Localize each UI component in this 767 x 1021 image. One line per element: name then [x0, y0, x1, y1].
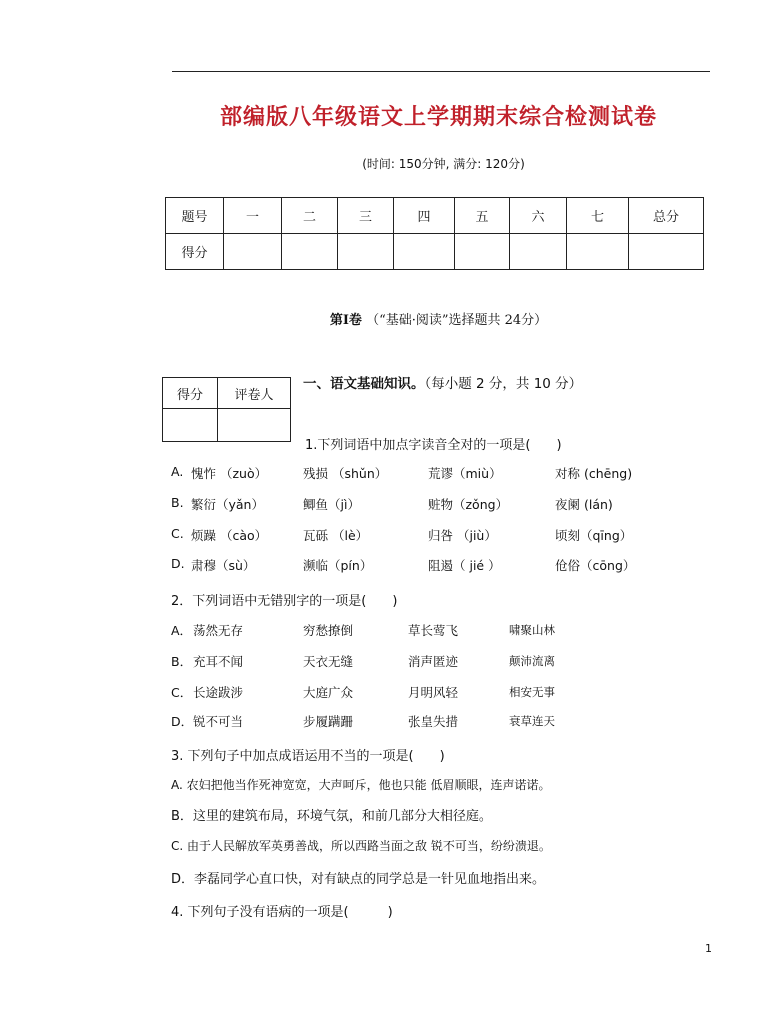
score-table-score-row: [166, 234, 704, 270]
option-word: 烦躁 （cào）: [191, 528, 268, 543]
option-word: 伧俗（cōng）: [555, 558, 636, 573]
exam-info: (时间: 150分钟, 满分: 120分): [362, 157, 525, 171]
part1-heading-label: 一、语文基础知识。: [303, 376, 425, 392]
option-word: 啸聚山林: [509, 623, 555, 637]
score-cell: 四: [394, 198, 455, 234]
section-desc: （“基础·阅读”选择题共 24分）: [366, 313, 548, 328]
option-word: 消声匿迹: [408, 654, 459, 669]
grader-score-label: 得分: [163, 378, 218, 409]
score-input-cell[interactable]: [224, 234, 282, 270]
grader-name-label: 评卷人: [218, 378, 291, 409]
option-word: 濒临（pín）: [303, 558, 373, 573]
option-word: 肃穆（sù）: [191, 558, 256, 573]
question-2-stem: 2．下列词语中无错别字的一项是( ): [171, 594, 398, 609]
page-title: 部编版八年级语文上学期期末综合检测试卷: [219, 105, 657, 130]
option-word: 残损 （shǔn）: [303, 466, 388, 481]
part1-heading-note: （每小题 2 分，共 10 分）: [424, 376, 583, 392]
score-cell: 二: [282, 198, 338, 234]
option-word: 归咎 （jiù）: [428, 528, 497, 543]
grader-table: [162, 377, 291, 442]
score-input-cell[interactable]: [455, 234, 510, 270]
question-3-stem: 3. 下列句子中加点成语运用不当的一项是( ): [171, 749, 445, 764]
score-cell: 七: [567, 198, 629, 234]
option-word: 顷刻（qīng）: [555, 528, 633, 543]
score-cell: 五: [455, 198, 510, 234]
score-cell: 六: [510, 198, 567, 234]
score-input-cell[interactable]: [282, 234, 338, 270]
option-word: 相安无事: [509, 685, 555, 699]
score-table: [165, 197, 704, 270]
option-letter: B．: [171, 654, 193, 669]
option-letter: B.: [171, 495, 184, 510]
option-word: 长途跋涉: [193, 685, 244, 700]
score-input-cell[interactable]: [394, 234, 455, 270]
section-heading: [0, 309, 767, 328]
option-word: 赃物（zǒng）: [428, 497, 509, 512]
option-word: 月明风轻: [408, 685, 459, 700]
score-cell: 总分: [629, 198, 704, 234]
option-word: 天衣无缝: [303, 654, 354, 669]
grader-name-cell[interactable]: [218, 409, 291, 442]
option-word: 颠沛流离: [509, 654, 555, 668]
option-letter: D.: [171, 556, 185, 571]
header-rule: [172, 71, 710, 72]
option-letter: A．: [171, 623, 193, 638]
option-letter: D．: [171, 714, 194, 729]
option-word: 衰草连天: [509, 714, 555, 728]
option-letter: C.: [171, 526, 184, 541]
option-word: 荡然无存: [193, 623, 244, 638]
score-row-label: 得分: [166, 234, 224, 270]
page-number: 1: [705, 942, 712, 955]
score-input-cell[interactable]: [629, 234, 704, 270]
option-word: 阻遏（ jié ）: [428, 558, 501, 573]
option-word: 充耳不闻: [193, 654, 244, 669]
question-1-stem: 1.下列词语中加点字读音全对的一项是( ): [305, 438, 562, 453]
score-input-cell[interactable]: [510, 234, 567, 270]
option-word: 张皇失措: [408, 714, 459, 729]
option-word: 鲫鱼（jì）: [303, 497, 360, 512]
option-word: 步履蹒跚: [303, 714, 354, 729]
score-table-header-row: [166, 198, 704, 234]
option-word: 锐不可当: [193, 714, 244, 729]
score-input-cell[interactable]: [567, 234, 629, 270]
part1-heading: [303, 372, 582, 392]
option-word: 荒谬（miù）: [428, 466, 502, 481]
option-word: 瓦砾 （lè）: [303, 528, 369, 543]
option-sentence: D．李磊同学心直口快，对有缺点的同学总是一针见血地指出来。: [171, 872, 546, 887]
section-label: 第Ⅰ卷: [329, 313, 362, 328]
option-word: 穷愁撩倒: [303, 623, 354, 638]
question-4-stem: 4. 下列句子没有语病的一项是( ): [171, 905, 393, 920]
option-word: 夜阑 (lán): [555, 497, 613, 512]
grader-score-cell[interactable]: [163, 409, 218, 442]
score-cell: 三: [338, 198, 394, 234]
option-letter: C．: [171, 685, 193, 700]
option-letter: A.: [171, 464, 184, 479]
option-sentence: B．这里的建筑布局，环境气氛，和前几部分大相径庭。: [171, 809, 492, 824]
option-sentence: C. 由于人民解放军英勇善战，所以西路当面之敌 锐不可当，纷纷溃退。: [171, 839, 551, 853]
score-input-cell[interactable]: [338, 234, 394, 270]
option-word: 大庭广众: [303, 685, 354, 700]
option-sentence: A. 农妇把他当作死神宽宽，大声呵斥，他也只能 低眉顺眼，连声诺诺。: [171, 778, 551, 792]
option-word: 愧怍 （zuò）: [191, 466, 268, 481]
score-cell: 一: [224, 198, 282, 234]
score-cell: 题号: [166, 198, 224, 234]
option-word: 对称 (chēng): [555, 466, 633, 481]
option-word: 草长莺飞: [408, 623, 459, 638]
option-word: 繁衍（yǎn）: [191, 497, 264, 512]
